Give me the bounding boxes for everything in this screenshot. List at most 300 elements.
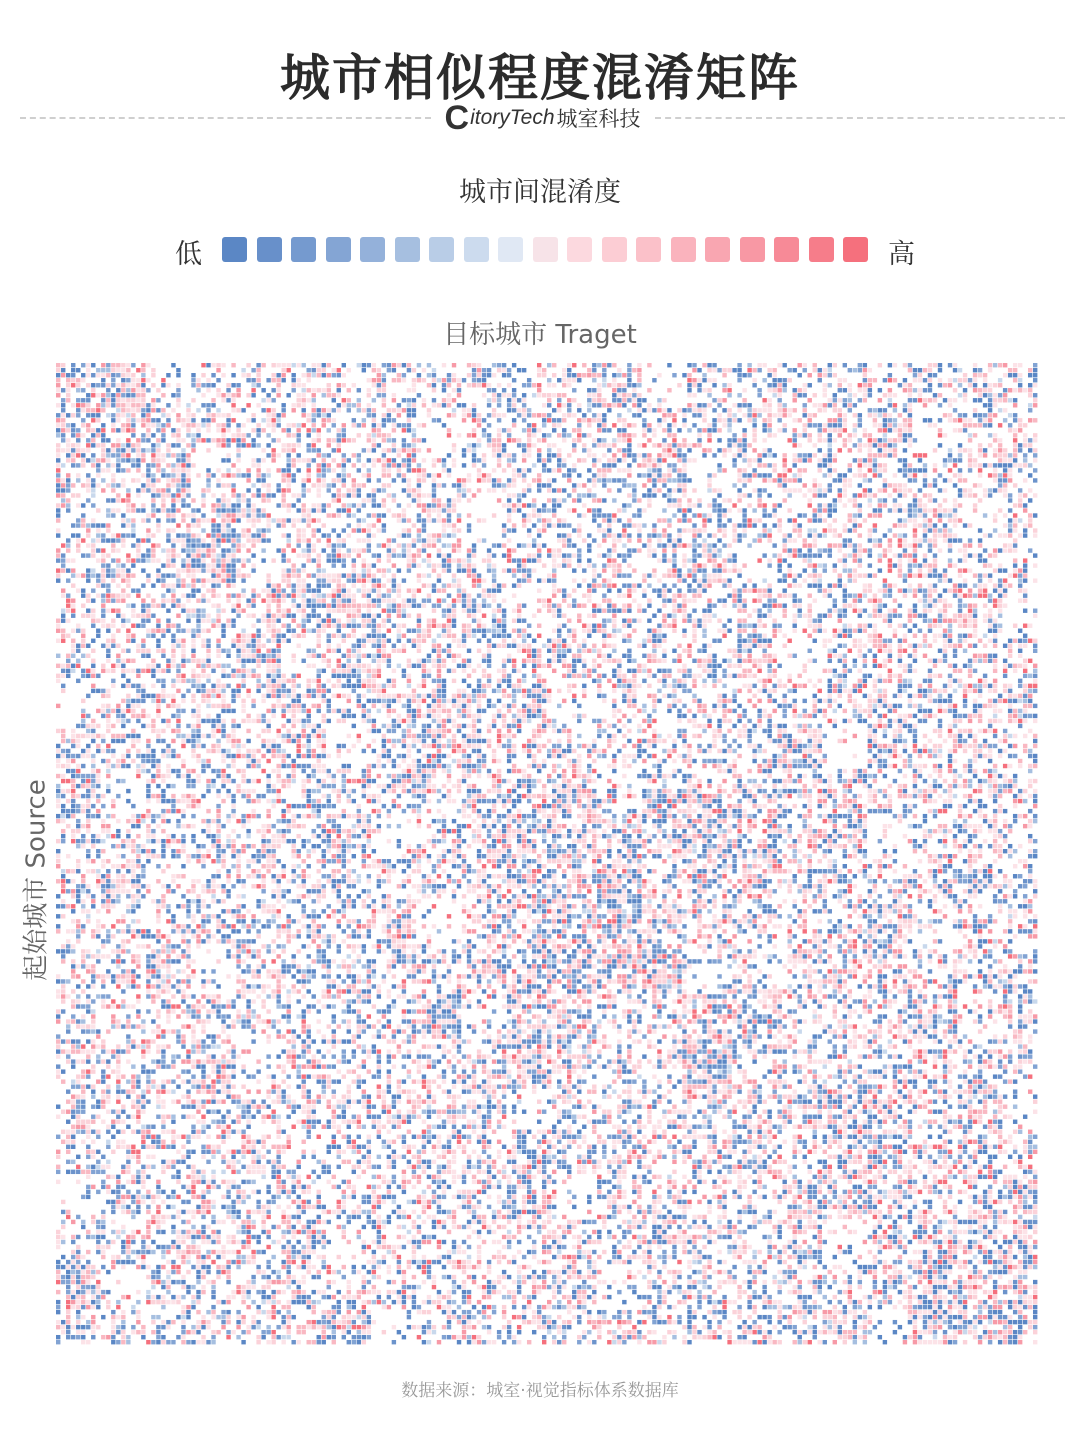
heatmap-cell [91, 443, 95, 447]
heatmap-cell [487, 438, 491, 442]
heatmap-cell [492, 408, 496, 412]
heatmap-cell [111, 423, 115, 427]
heatmap-cell [893, 438, 897, 442]
legend-swatch-15 [740, 237, 765, 262]
heatmap-cell [762, 448, 766, 452]
heatmap-cell [697, 368, 701, 372]
heatmap-cell [863, 368, 867, 372]
heatmap-cell [166, 443, 170, 447]
heatmap-cell [66, 448, 70, 452]
heatmap-cell [757, 453, 761, 457]
heatmap-cell [1033, 398, 1037, 402]
heatmap-cell [281, 373, 285, 377]
heatmap-cell [251, 418, 255, 422]
heatmap-cell [958, 413, 962, 417]
heatmap-cell [567, 398, 571, 402]
heatmap-cell [848, 368, 852, 372]
heatmap-cell [452, 388, 456, 392]
heatmap-cell [61, 448, 65, 452]
heatmap-cell [166, 373, 170, 377]
heatmap-cell [677, 383, 681, 387]
heatmap-cell [597, 383, 601, 387]
heatmap-cell [637, 398, 641, 402]
heatmap-cell [622, 398, 626, 402]
heatmap-cell [372, 443, 376, 447]
heatmap-cell [196, 408, 200, 412]
heatmap-cell [191, 448, 195, 452]
heatmap-cell [186, 428, 190, 432]
heatmap-cell [61, 438, 65, 442]
heatmap-cell [136, 398, 140, 402]
heatmap-cell [317, 388, 321, 392]
heatmap-cell [312, 373, 316, 377]
heatmap-cell [582, 443, 586, 447]
heatmap-cell [61, 388, 65, 392]
heatmap-cell [86, 363, 90, 367]
heatmap-cell [702, 453, 706, 457]
heatmap-cell [557, 408, 561, 412]
heatmap-cell [342, 373, 346, 377]
heatmap-cell [973, 373, 977, 377]
heatmap-cell [276, 383, 280, 387]
heatmap-cell [327, 393, 331, 397]
heatmap-cell [627, 408, 631, 412]
heatmap-cell [697, 408, 701, 412]
heatmap-cell [432, 383, 436, 387]
heatmap-cell [938, 433, 942, 437]
heatmap-cell [317, 453, 321, 457]
heatmap-cell [542, 403, 546, 407]
heatmap-cell [141, 363, 145, 367]
heatmap-cell [988, 398, 992, 402]
heatmap-cell [312, 368, 316, 372]
heatmap-cell [116, 413, 120, 417]
heatmap-cell [953, 368, 957, 372]
heatmap-cell [612, 383, 616, 387]
heatmap-cell [462, 408, 466, 412]
heatmap-cell [572, 363, 576, 367]
heatmap-cell [562, 368, 566, 372]
heatmap-cell [652, 408, 656, 412]
heatmap-cell [307, 368, 311, 372]
heatmap-cell [787, 438, 791, 442]
heatmap-cell [848, 398, 852, 402]
heatmap-cell [236, 443, 240, 447]
heatmap-cell [281, 448, 285, 452]
heatmap-cell [492, 388, 496, 392]
heatmap-cell [472, 433, 476, 437]
heatmap-cell [186, 433, 190, 437]
heatmap-cell [782, 408, 786, 412]
brand-logo-cn: 城室科技 [557, 103, 641, 133]
heatmap-cell [702, 413, 706, 417]
heatmap-cell [367, 448, 371, 452]
heatmap-cell [86, 438, 90, 442]
heatmap-cell [998, 393, 1002, 397]
heatmap-cell [838, 388, 842, 392]
heatmap-cell [833, 373, 837, 377]
heatmap-cell [357, 408, 361, 412]
heatmap-cell [657, 453, 661, 457]
heatmap-cell [487, 433, 491, 437]
heatmap-cell [1033, 438, 1037, 442]
heatmap-cell [482, 383, 486, 387]
heatmap-cell [251, 378, 255, 382]
heatmap-cell [948, 363, 952, 367]
heatmap-cell [883, 433, 887, 437]
heatmap-cell [908, 413, 912, 417]
heatmap-cell [823, 393, 827, 397]
heatmap-cell [893, 423, 897, 427]
heatmap-cell [291, 403, 295, 407]
heatmap-cell [747, 403, 751, 407]
heatmap-cell [91, 413, 95, 417]
heatmap-cell [883, 423, 887, 427]
heatmap-cell [402, 448, 406, 452]
heatmap-cell [622, 438, 626, 442]
heatmap-cell [642, 408, 646, 412]
heatmap-cell [502, 448, 506, 452]
heatmap-cell [206, 423, 210, 427]
heatmap-cell [552, 373, 556, 377]
heatmap-cell [697, 413, 701, 417]
heatmap-cell [91, 383, 95, 387]
heatmap-cell [106, 403, 110, 407]
heatmap-cell [993, 403, 997, 407]
heatmap-cell [472, 428, 476, 432]
heatmap-cell [777, 398, 781, 402]
heatmap-cell [1008, 373, 1012, 377]
heatmap-cell [362, 368, 366, 372]
heatmap-cell [672, 373, 676, 377]
heatmap-cell [1003, 418, 1007, 422]
heatmap-cell [722, 453, 726, 457]
heatmap-cell [512, 378, 516, 382]
heatmap-cell [532, 413, 536, 417]
heatmap-cell [256, 363, 260, 367]
heatmap-cell [772, 453, 776, 457]
heatmap-cell [266, 408, 270, 412]
heatmap-cell [622, 428, 626, 432]
heatmap-cell [988, 443, 992, 447]
heatmap-cell [587, 398, 591, 402]
heatmap-cell [1028, 368, 1032, 372]
heatmap-cell [692, 403, 696, 407]
heatmap-cell [161, 408, 165, 412]
heatmap-cell [1018, 423, 1022, 427]
heatmap-cell [993, 413, 997, 417]
heatmap-cell [762, 408, 766, 412]
heatmap-cell [296, 423, 300, 427]
heatmap-cell [687, 393, 691, 397]
heatmap-cell [752, 423, 756, 427]
heatmap-cell [602, 398, 606, 402]
heatmap-cell [507, 403, 511, 407]
legend-swatch-1 [257, 237, 282, 262]
heatmap-cell [317, 428, 321, 432]
heatmap-cell [998, 398, 1002, 402]
heatmap-cell [492, 398, 496, 402]
heatmap-cell [843, 378, 847, 382]
heatmap-cell [291, 383, 295, 387]
heatmap-cell [101, 373, 105, 377]
heatmap-cell [858, 413, 862, 417]
heatmap-cell [808, 383, 812, 387]
heatmap-cell [111, 368, 115, 372]
heatmap-cell [56, 428, 60, 432]
heatmap-cell [908, 418, 912, 422]
heatmap-cell [727, 388, 731, 392]
heatmap-cell [677, 408, 681, 412]
heatmap-cell [76, 433, 80, 437]
heatmap-cell [126, 413, 130, 417]
heatmap-cell [131, 363, 135, 367]
heatmap-cell [642, 398, 646, 402]
heatmap-cell [151, 433, 155, 437]
heatmap-cell [823, 373, 827, 377]
heatmap-cell [823, 403, 827, 407]
heatmap-cell [317, 433, 321, 437]
heatmap-cell [767, 383, 771, 387]
heatmap-cell [737, 393, 741, 397]
legend-high-label: 高 [888, 232, 915, 271]
heatmap-cell [597, 403, 601, 407]
heatmap-cell [898, 433, 902, 437]
heatmap-cell [712, 368, 716, 372]
heatmap-cell [767, 418, 771, 422]
heatmap-cell [261, 418, 265, 422]
heatmap-cell [171, 393, 175, 397]
heatmap-cell [717, 368, 721, 372]
heatmap-cell [116, 418, 120, 422]
heatmap-cell [567, 408, 571, 412]
heatmap-cell [617, 368, 621, 372]
heatmap-cell [372, 428, 376, 432]
heatmap-cell [742, 443, 746, 447]
heatmap-cell [878, 453, 882, 457]
heatmap-cell [412, 398, 416, 402]
heatmap-cell [587, 453, 591, 457]
heatmap-cell [507, 393, 511, 397]
heatmap-cell [863, 363, 867, 367]
heatmap-cell [412, 378, 416, 382]
heatmap-cell [612, 373, 616, 377]
heatmap-cell [342, 363, 346, 367]
heatmap-cell [296, 433, 300, 437]
heatmap-cell [372, 378, 376, 382]
heatmap-cell [978, 393, 982, 397]
heatmap-cell [276, 453, 280, 457]
heatmap-cell [527, 453, 531, 457]
heatmap-cell [938, 393, 942, 397]
heatmap-cell [116, 453, 120, 457]
heatmap-cell [296, 438, 300, 442]
heatmap-cell [697, 403, 701, 407]
heatmap-cell [637, 403, 641, 407]
heatmap-cell [597, 398, 601, 402]
heatmap-cell [161, 423, 165, 427]
heatmap-cell [1008, 398, 1012, 402]
heatmap-cell [552, 363, 556, 367]
heatmap-cell [1033, 448, 1037, 452]
heatmap-cell [427, 383, 431, 387]
heatmap-cell [382, 418, 386, 422]
heatmap-cell [377, 383, 381, 387]
heatmap-cell [256, 443, 260, 447]
heatmap-cell [1028, 383, 1032, 387]
heatmap-cell [707, 438, 711, 442]
heatmap-cell [76, 413, 80, 417]
heatmap-cell [798, 433, 802, 437]
heatmap-cell [337, 433, 341, 437]
heatmap-cell [492, 413, 496, 417]
heatmap-cell [727, 443, 731, 447]
heatmap-cell [1013, 388, 1017, 392]
heatmap-cell [562, 403, 566, 407]
heatmap-cell [417, 363, 421, 367]
heatmap-cell [617, 448, 621, 452]
heatmap-cell [226, 413, 230, 417]
heatmap-cell [417, 448, 421, 452]
heatmap-cell [412, 368, 416, 372]
heatmap-cell [512, 388, 516, 392]
heatmap-cell [973, 398, 977, 402]
legend-swatch-4 [360, 237, 385, 262]
heatmap-cell [943, 398, 947, 402]
heatmap-cell [717, 413, 721, 417]
heatmap-cell [76, 428, 80, 432]
heatmap-cell [101, 433, 105, 437]
heatmap-cell [963, 423, 967, 427]
heatmap-cell [126, 373, 130, 377]
heatmap-cell [432, 373, 436, 377]
heatmap-cell [682, 413, 686, 417]
heatmap-cell [136, 368, 140, 372]
heatmap-cell [96, 443, 100, 447]
heatmap-cell [592, 368, 596, 372]
heatmap-cell [652, 433, 656, 437]
heatmap-cell [838, 413, 842, 417]
heatmap-cell [928, 388, 932, 392]
heatmap-cell [707, 363, 711, 367]
heatmap-cell [141, 403, 145, 407]
heatmap-cell [296, 428, 300, 432]
heatmap-cell [382, 383, 386, 387]
heatmap-cell [592, 398, 596, 402]
heatmap-cell [76, 408, 80, 412]
brand-logo-letter: C [445, 101, 470, 135]
heatmap-cell [632, 388, 636, 392]
heatmap-cell [652, 443, 656, 447]
heatmap-cell [557, 393, 561, 397]
heatmap-cell [56, 403, 60, 407]
heatmap-cell [868, 388, 872, 392]
heatmap-cell [266, 423, 270, 427]
heatmap-cell [672, 423, 676, 427]
heatmap-cell [412, 408, 416, 412]
heatmap-cell [271, 408, 275, 412]
heatmap-cell [327, 373, 331, 377]
heatmap-cell [607, 408, 611, 412]
heatmap-cell [607, 448, 611, 452]
heatmap-cell [106, 393, 110, 397]
heatmap-cell [442, 398, 446, 402]
heatmap-cell [221, 443, 225, 447]
heatmap-cell [337, 383, 341, 387]
heatmap-cell [101, 403, 105, 407]
heatmap-cell [793, 393, 797, 397]
heatmap-cell [432, 368, 436, 372]
heatmap-cell [983, 393, 987, 397]
heatmap-cell [121, 393, 125, 397]
heatmap-cell [627, 438, 631, 442]
heatmap-cell [467, 413, 471, 417]
heatmap-cell [662, 398, 666, 402]
heatmap-cell [1013, 448, 1017, 452]
heatmap-cell [151, 383, 155, 387]
heatmap-cell [266, 393, 270, 397]
heatmap-cell [988, 423, 992, 427]
heatmap-cell [903, 383, 907, 387]
heatmap-cell [61, 363, 65, 367]
chart-title: 城市相似程度混淆矩阵 [0, 38, 1080, 110]
heatmap-cell [387, 448, 391, 452]
heatmap-cell [587, 408, 591, 412]
heatmap-cell [948, 403, 952, 407]
heatmap-cell [56, 433, 60, 437]
heatmap-cell [767, 423, 771, 427]
heatmap-cell [367, 433, 371, 437]
heatmap-cell [903, 433, 907, 437]
heatmap-cell [772, 433, 776, 437]
heatmap-cell [497, 393, 501, 397]
heatmap-cell [858, 423, 862, 427]
heatmap-cell [813, 368, 817, 372]
heatmap-cell [206, 408, 210, 412]
heatmap-cell [873, 438, 877, 442]
heatmap-cell [978, 413, 982, 417]
heatmap-cell [722, 398, 726, 402]
heatmap-cell [1018, 448, 1022, 452]
heatmap-cell [256, 378, 260, 382]
heatmap-cell [246, 418, 250, 422]
heatmap-cell [382, 453, 386, 457]
heatmap-cell [271, 423, 275, 427]
heatmap-cell [181, 418, 185, 422]
heatmap-cell [702, 388, 706, 392]
heatmap-cell [196, 378, 200, 382]
heatmap-cell [622, 423, 626, 427]
heatmap-cell [898, 413, 902, 417]
legend-swatch-10 [567, 237, 592, 262]
heatmap-cell [1003, 393, 1007, 397]
heatmap-cell [76, 403, 80, 407]
heatmap-cell [312, 393, 316, 397]
heatmap-cell [216, 378, 220, 382]
heatmap-cell [557, 453, 561, 457]
heatmap-cell [327, 408, 331, 412]
heatmap-cell [372, 413, 376, 417]
heatmap-cell [126, 423, 130, 427]
heatmap-cell [402, 438, 406, 442]
heatmap-cell [667, 413, 671, 417]
heatmap-cell [632, 423, 636, 427]
heatmap-cell [312, 438, 316, 442]
heatmap-cell [878, 363, 882, 367]
heatmap-cell [777, 388, 781, 392]
heatmap-cell [752, 448, 756, 452]
heatmap-cell [417, 423, 421, 427]
